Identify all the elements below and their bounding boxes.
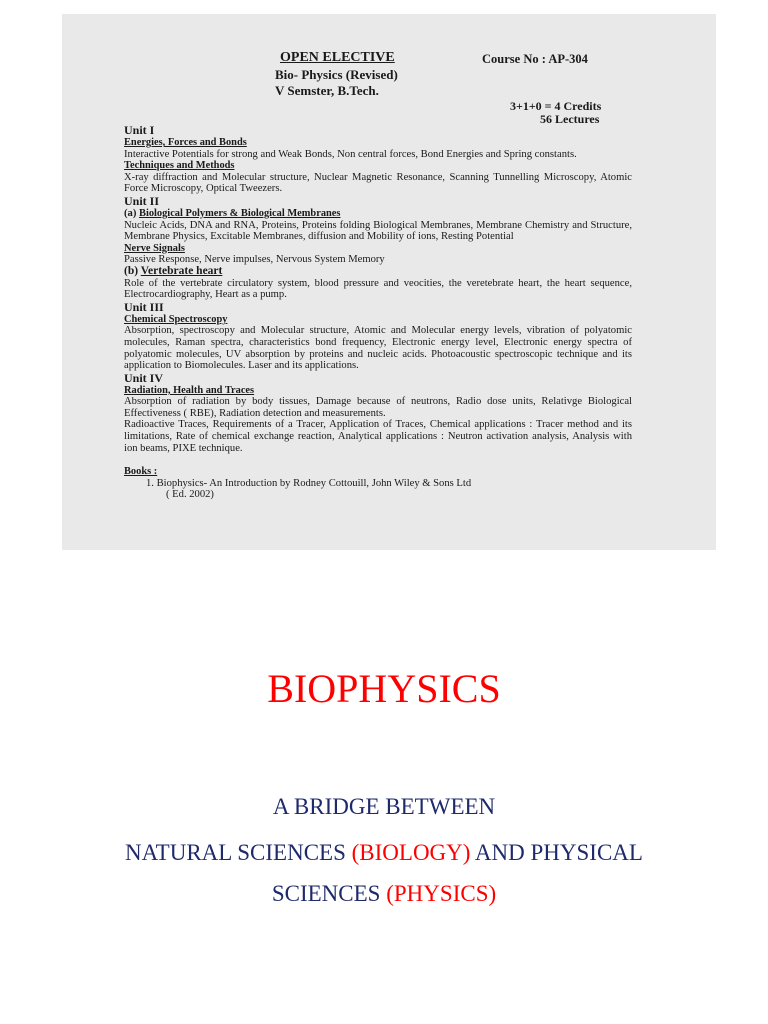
unit-1-topic-1: Energies, Forces and Bonds (124, 137, 247, 148)
books-heading: Books : (124, 466, 158, 478)
biophysics-title: BIOPHYSICS (267, 666, 501, 711)
credits-label: 3+1+0 = 4 Credits (510, 99, 602, 113)
unit-1-text-2: X-ray diffraction and Molecular structure, Nuclear Magnetic Resonance, Scanning Tunnelling Microscopy, Atomic Force Microscopy, Optical Tweezers. (124, 171, 632, 195)
unit-1-topic-2: Techniques and Methods (124, 160, 235, 172)
unit-1-text-1: Interactive Potentials for strong and Weak Bonds, Non central forces, Bond Energies and Spring constants. (124, 148, 577, 160)
semester-label: V Semster, B.Tech. (275, 83, 379, 98)
subtitle-line-3 (0, 880, 768, 908)
book-item-1-edition: ( Ed. 2002) (166, 489, 214, 501)
syllabus-scan (62, 14, 716, 550)
unit-2-topic-3: Vertebrate heart (140, 264, 223, 277)
unit-2-topic-1-prefix: (a) (124, 207, 140, 219)
unit-2-topic-3-line (124, 266, 632, 278)
unit-2-topic-1-line (124, 208, 632, 220)
subtitle-line-1: A BRIDGE BETWEEN (272, 794, 496, 819)
subject-title: Bio- Physics (Revised) (275, 67, 398, 82)
subtitle-biology: (BIOLOGY) (351, 840, 471, 865)
unit-2-text-3: Role of the vertebrate circulatory system, blood pressure and veocities, the veretebrate heart, the heart sequence, Electrocardiography, Heart as a pump. (124, 277, 632, 301)
unit-2-topic-1: Biological Polymers & Biological Membranes (139, 207, 341, 219)
syllabus-body (124, 124, 632, 501)
subtitle-physics: (PHYSICS) (386, 881, 497, 906)
unit-3-title: Unit III (124, 299, 164, 314)
unit-4-topic-1: Radiation, Health and Traces (124, 384, 255, 396)
unit-1-title: Unit I (124, 123, 155, 137)
unit-2-title: Unit II (124, 193, 160, 208)
subtitle-line-2-part-c: AND PHYSICAL (470, 840, 643, 865)
lectures-label: 56 Lectures (540, 112, 600, 126)
subtitle-line-2 (0, 839, 768, 867)
subtitle-line-2-part-a: NATURAL SCIENCES (125, 840, 352, 865)
books-spacer (124, 454, 632, 466)
course-number: Course No : AP-304 (482, 52, 588, 66)
unit-4-title: Unit IV (124, 370, 164, 385)
unit-2-text-1: Nucleic Acids, DNA and RNA, Proteins, Proteins folding Biological Membranes, Membrane Chemistry and Structure, Membrane Physics, Excitable Membranes, diffusion and Mobility of ions, Resting Potential (124, 219, 632, 243)
unit-2-topic-2: Nerve Signals (124, 242, 185, 254)
unit-2-text-2: Passive Response, Nerve impulses, Nervous System Memory (124, 254, 385, 266)
unit-4-text-2: Radioactive Traces, Requirements of a Tracer, Application of Traces, Chemical applications : Tracer method and its limitations, Rate of chemical exchange reaction, Analytical applications : Neutron activation analysis, Analysis with ion beams, PIXE technique. (124, 419, 632, 454)
book-item-1: 1. Biophysics- An Introduction by Rodney Cottouill, John Wiley & Sons Ltd (146, 477, 472, 489)
unit-3-topic-1: Chemical Spectroscopy (124, 313, 228, 325)
unit-2-topic-3-prefix: (b) (124, 264, 141, 277)
unit-3-text-1: Absorption, spectroscopy and Molecular structure, Atomic and Molecular energy levels, vibration of polyatomic molecules, Raman spectra, characteristics bond frequency, Electronic energy level, Electronic energy spectra of polyatomic molecules, UV absorption by proteins and nucleic acids. Photoacoustic spectroscopic technique and its application to Biomolecules. Laser and its applications. (124, 325, 632, 372)
subtitle-line-3-part-a: SCIENCES (271, 881, 387, 906)
open-elective-heading: OPEN ELECTIVE (280, 50, 395, 65)
unit-4-text-1: Absorption of radiation by body tissues, Damage because of neutrons, Radio dose units, Relativge Biological Effectiveness ( RBE), Radiation detection and measurements. (124, 396, 632, 419)
